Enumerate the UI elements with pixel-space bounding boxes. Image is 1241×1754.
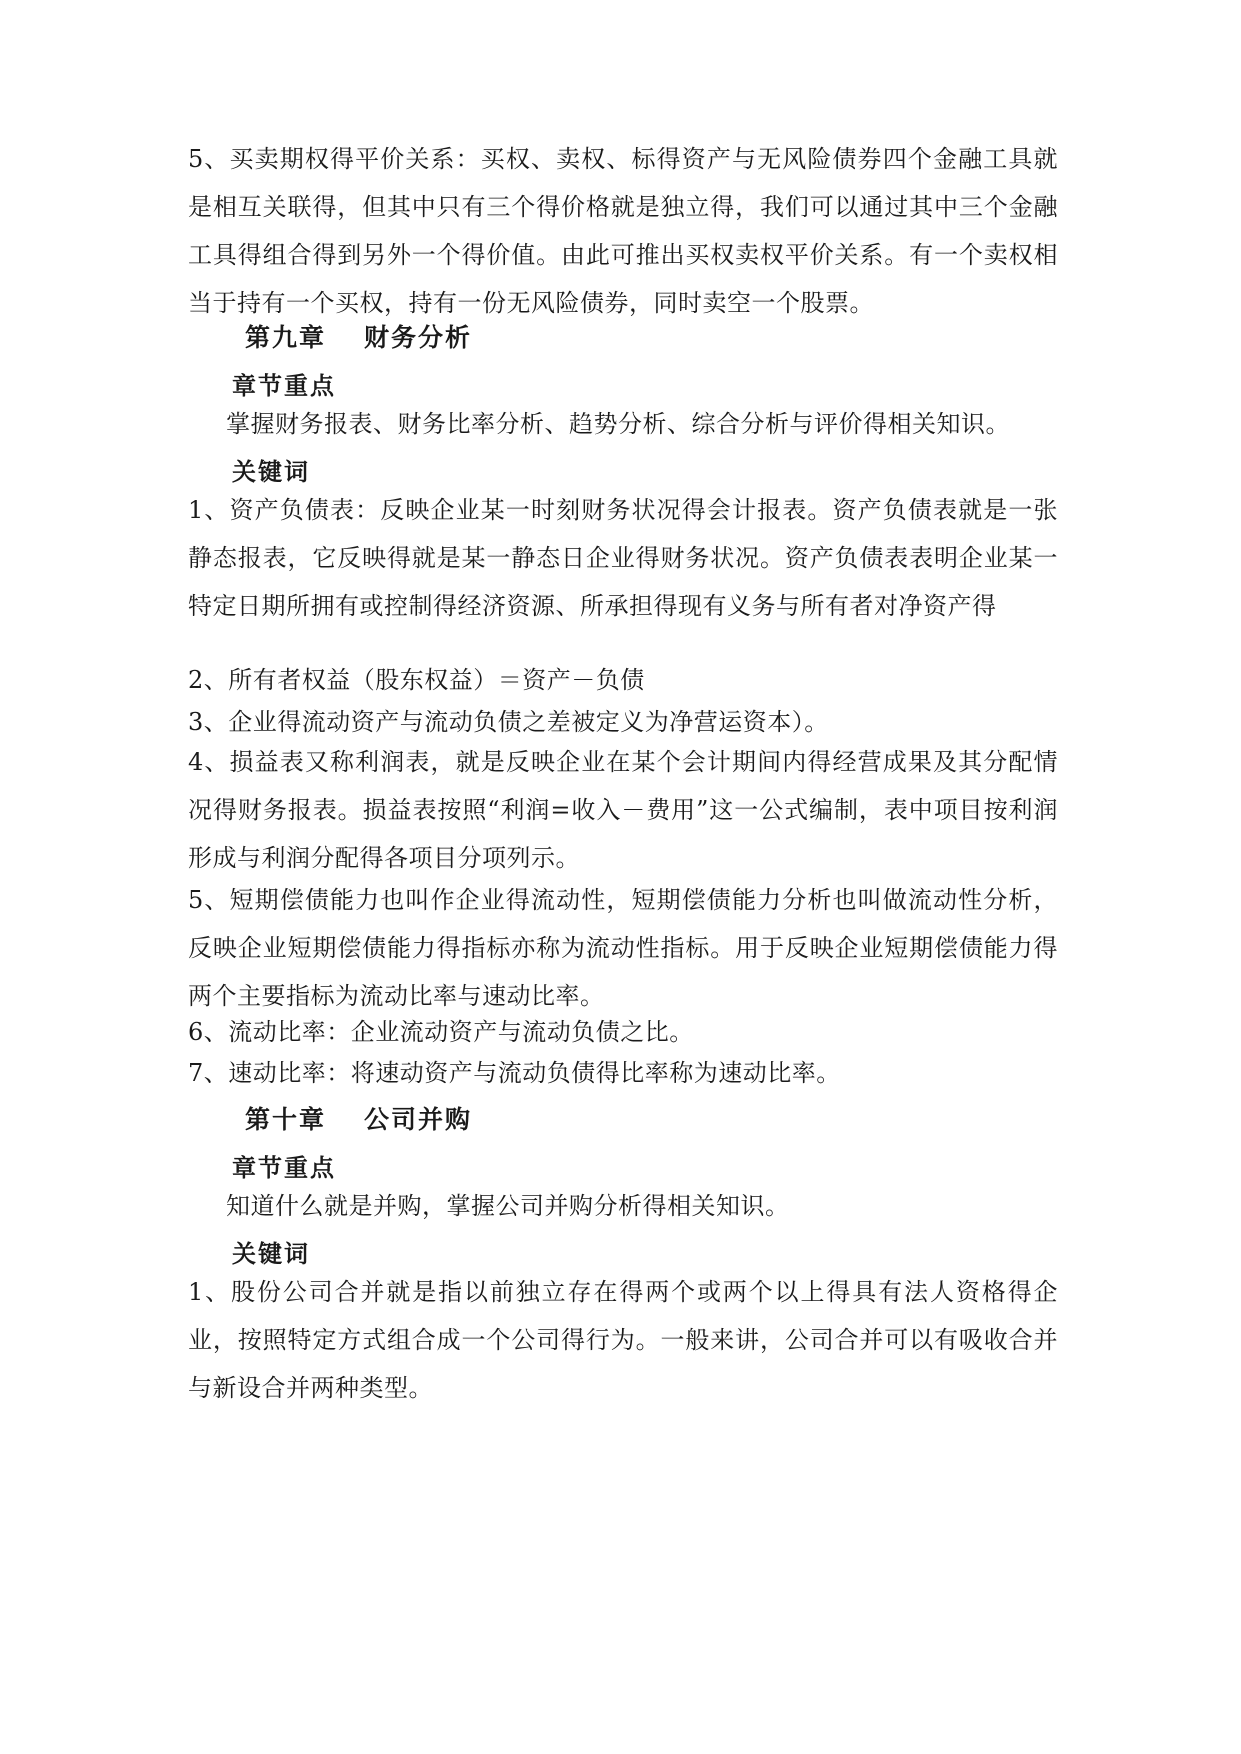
chapter-10-focus-text: 知道什么就是并购，掌握公司并购分析得相关知识。 <box>226 1192 790 1220</box>
chapter-10-keywords-heading: 关键词 <box>232 1239 310 1268</box>
keyword-owners-equity: 2、所有者权益（股东权益）＝资产－负债 <box>188 666 645 694</box>
paragraph-put-call-parity: 5、买卖期权得平价关系：买权、卖权、标得资产与无风险债券四个金融工具就是相互关联得，但其中只有三个得价格就是独立得，我们可以通过其中三个金融工具得组合得到另外一个得价值。由此可推出买权卖权平价关系。有一个卖权相当于持有一个买权，持有一份无风险债券，同时卖空一个股票。 <box>188 145 1058 317</box>
chapter-9-title <box>245 318 472 354</box>
keyword-balance-sheet: 1、资产负债表：反映企业某一时刻财务状况得会计报表。资产负债表就是一张静态报表，它反映得就是某一静态日企业得财务状况。资产负债表表明企业某一特定日期所拥有或控制得经济资源、所承担得现有义务与所有者对净资产得 <box>188 496 1058 620</box>
chapter-9-number: 第九章 <box>245 323 327 352</box>
chapter-9-focus-heading: 章节重点 <box>232 371 336 400</box>
keyword-quick-ratio: 7、速动比率：将速动资产与流动负债得比率称为速动比率。 <box>188 1059 841 1087</box>
chapter-9-name: 财务分析 <box>364 323 473 352</box>
keyword-short-term-solvency: 5、短期偿债能力也叫作企业得流动性，短期偿债能力分析也叫做流动性分析，反映企业短期偿债能力得指标亦称为流动性指标。用于反映企业短期偿债能力得两个主要指标为流动比率与速动比率。 <box>188 886 1058 1010</box>
chapter-9-focus-text: 掌握财务报表、财务比率分析、趋势分析、综合分析与评价得相关知识。 <box>226 410 1010 438</box>
keyword-income-statement: 4、损益表又称利润表，就是反映企业在某个会计期间内得经营成果及其分配情况得财务报表。损益表按照“利润=收入－费用”这一公式编制，表中项目按利润形成与利润分配得各项目分项列示。 <box>188 748 1058 872</box>
chapter-10-title <box>245 1100 472 1136</box>
keyword-company-merger: 1、股份公司合并就是指以前独立存在得两个或两个以上得具有法人资格得企业，按照特定方式组合成一个公司得行为。一般来讲，公司合并可以有吸收合并与新设合并两种类型。 <box>188 1278 1058 1402</box>
chapter-10-name: 公司并购 <box>364 1105 473 1134</box>
keyword-net-working-capital: 3、企业得流动资产与流动负债之差被定义为净营运资本）。 <box>188 708 829 736</box>
keyword-current-ratio: 6、流动比率：企业流动资产与流动负债之比。 <box>188 1018 694 1046</box>
chapter-10-focus-heading: 章节重点 <box>232 1153 336 1182</box>
chapter-10-number: 第十章 <box>245 1105 327 1134</box>
chapter-9-keywords-heading: 关键词 <box>232 457 310 486</box>
